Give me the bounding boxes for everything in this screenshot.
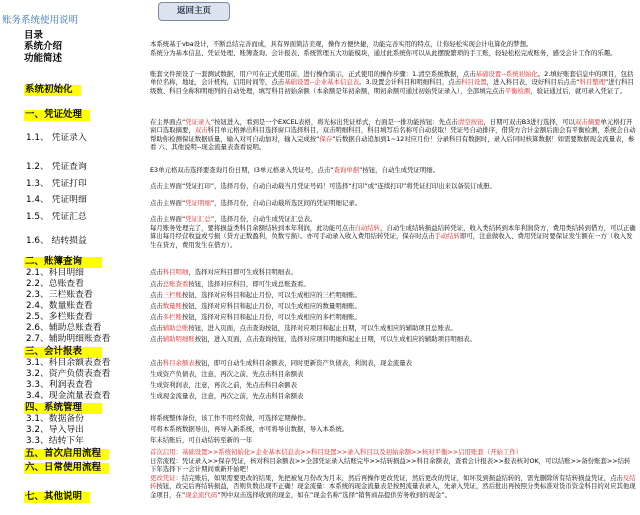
nav-item-year-end[interactable]: 3.3、结转下年 <box>26 436 84 446</box>
function-text: 系统分为基本信息、凭证处理、账簿查询、会计报表、系统管理五大功能模块，通过此系统你可以从此摆脱繁琐的手工账，轻轻松松完成账务，感受会计工作的乐趣。 <box>150 49 617 57</box>
voucher-query-text: E3单元格双击选择要查询月份日期，I3单元格录入凭证号，点击“查询单据”按钮，自动生成凭证明细。 <box>150 166 440 174</box>
voucher-entry-text: 在主界面点“凭证录入”按钮进入，看到是一个EXCEL表格，将光标出凭证样式，右面是一排功能按钮：先点击清空按钮，日期可双击B3进行选择，可以双击摘要单元格打开窗口选取摘要，双击科目单元格弹出科目选择窗口选择科目，双击明细科目，科目填写后名称可自动获取！凭证号自动排序，借贷方合计金额后面会有平衡检测，系统会自动帮助你检测保证数据质量，输入对可自动加对，输入完成按“保存”后数据自动追加到1~12对应月份！分录科目有数据时，录入后同时核算数据！如需要数据现金流量表，参看 六、其他说明--现金流量表查看说明。 <box>150 118 636 152</box>
init-link-company-info[interactable]: 基础设置--企业基本信息表 <box>284 78 360 87</box>
ledger-three-col-text: 点击三栏账按钮，选择对应科目和起止月份，可以生成相应的三栏明细账。 <box>150 291 361 299</box>
intro-text: 本系统基于vba设计，不断总结完善而成，具有界面简洁美观，操作方便快捷，功能完善实用的特点，让你轻松实现会计电算化的梦想。 <box>150 40 533 48</box>
init-text: 账套文件预设了一套测试数据，用户可在正式使用前，进行操作演示，正式使用的操作步骤：1.清空系统数据，点击基础设置--系统初始化。2.填好账套信息中的项目，包括单位名称，地址，会计机构，启用时间等，点击基础设置--企业基本信息表。3.设置会计科目和明细科目，点击科目设置，进入科目表，设好科目后点击“科目整理”进行科目级数、科目全称和明细列的自动处理，填写科目初始余额（本余额是年初余额，期初余额可通过初始凭证录入），全部填完点击平衡检测，验证通过后，就可录入凭证了。 <box>150 70 634 95</box>
init-link-subject-setup[interactable]: 科目设置 <box>461 78 487 87</box>
nav-item-voucher-entry[interactable]: 1.1、 凭证录入 <box>26 133 87 143</box>
sidebar-nav <box>22 30 146 515</box>
nav-item-subject-detail[interactable]: 2.1、科目明细 <box>26 268 84 278</box>
init-link-system-init[interactable]: 基础设置--系统初始化 <box>475 70 538 78</box>
nav-system-intro[interactable]: 系统介绍 <box>24 41 63 52</box>
nav-system-init[interactable]: 系统初始化 <box>24 85 81 96</box>
nav-item-voucher-detail[interactable]: 1.4、 凭证明细 <box>26 195 87 205</box>
nav-section-first-use[interactable]: 五、首次启用流程 <box>24 449 109 460</box>
nav-item-voucher-print[interactable]: 1.3、 凭证打印 <box>26 179 87 189</box>
nav-item-multi-column[interactable]: 2.5、多栏账查看 <box>26 312 93 322</box>
nav-item-aux-detail[interactable]: 2.7、辅助明细账查看 <box>26 334 111 344</box>
nav-section-system-mgmt[interactable]: 四、系统管理 <box>24 403 102 414</box>
app-title: 账务系统使用说明 <box>2 15 79 26</box>
report-balance-text: 点击科目余额表按钮，即可自动生成科目余额表，同时更新资产负债表，利润表，现金流量表 <box>150 359 413 367</box>
mgmt-backup-text: 将系统整体备份，该工作不用经常做，可选择定期操作。 <box>150 414 310 422</box>
report-income-text: 生成资利润表，注意，再次之前，先点击科目余额表 <box>150 381 297 389</box>
nav-item-aux-general[interactable]: 2.6、辅助总账查看 <box>26 323 102 333</box>
nav-item-cash-flow[interactable]: 3.4、现金流量表查看 <box>26 391 111 401</box>
nav-item-income-statement[interactable]: 3.3、利润表查看 <box>26 380 93 390</box>
mgmt-import-text: 可将本系统数据导出，再导入新系统，亦可将导出数据，导入本系统。 <box>150 425 349 433</box>
profit-transfer-text: 每月账务处理完了，要将损益类科目余额结转到本年利润，此功能可点击自动结转，自动生成结转损益结转凭证，收入类结转到本年利润贷方，费用类结转到借方，可以正确算出每月经营收益或亏损（贷方正数盈利，负数亏损）。亦可手动录入收入费用结转凭证，保存时点击手动结转即可，注意做收入、费用凭证时要保证发生额在一方（收入发生在贷方，费用发生在借方）。 <box>150 224 636 249</box>
ledger-subject-text: 点击科目明细，选择对应科目即可生成科目明细表。 <box>150 268 297 276</box>
ledger-multi-col-text: 点击多栏账按钮，选择对应科目和起止月份，可以生成相应的多栏明细账。 <box>150 313 361 321</box>
nav-section-reports[interactable]: 三、会计报表 <box>24 347 102 358</box>
nav-item-three-column[interactable]: 2.3、三栏账查看 <box>26 290 93 300</box>
nav-item-balance-table[interactable]: 3.1、科目余额表查看 <box>26 358 111 368</box>
report-cashflow-text: 生成现金流量表，注意，再次之前，先点击科目余额表 <box>150 392 304 400</box>
nav-item-import-export[interactable]: 3.2、导入导出 <box>26 425 84 435</box>
nav-item-voucher-summary[interactable]: 1.5、 凭证汇总 <box>26 212 87 222</box>
nav-item-voucher-query[interactable]: 1.2、 凭证查询 <box>26 162 87 172</box>
nav-item-general-ledger[interactable]: 2.2、总账查看 <box>26 279 84 289</box>
title-bar <box>0 0 640 30</box>
voucher-print-text: 点击主界面“凭证打印”，选择月份，自动自动载当月凭证号码！可选择“打印”或“连续打印”将凭证打印出来以备装订成册。 <box>150 182 496 190</box>
ledger-general-text: 点击总账查看按钮，选择对应科目，即可生成总账查看。 <box>150 280 310 288</box>
nav-section-other-notes[interactable]: 七、其他说明 <box>24 492 90 503</box>
nav-directory[interactable]: 目录 <box>24 30 44 41</box>
nav-function-overview[interactable]: 功能简述 <box>24 53 63 64</box>
voucher-detail-text: 点击主界面“凭证明细”，选择月份，自动自动载所选区间的凭证明细记录。 <box>150 199 362 207</box>
nav-section-daily-use[interactable]: 六、日常使用流程 <box>24 463 109 474</box>
voucher-summary-text: 点击主界面“凭证汇总”，选择月份，自动生成凭证汇总表。 <box>150 215 317 223</box>
nav-item-data-backup[interactable]: 3.1、数据备份 <box>26 414 84 424</box>
first-use-flow-text: 首次启用：基础设置>>系统初始化>企业基本信息表>>科目设置>>录入科目以及初始余额>>核对平衡>>启用账套（开始工作） <box>150 448 523 456</box>
nav-item-balance-sheet[interactable]: 3.2、资产负债表查看 <box>26 369 111 379</box>
back-home-button[interactable]: 返回主页 <box>158 2 230 21</box>
ledger-aux-general-text: 点击辅助总账按钮，进入页面，点击查询按钮，选择对应项目和起止日期，可以生成相应的辅助项目总账表。 <box>150 324 457 332</box>
nav-item-profit-transfer[interactable]: 1.6、 结转损益 <box>26 236 87 246</box>
report-balance-sheet-text: 生成资产负债表，注意，再次之前，先点击科目余额表 <box>150 370 304 378</box>
daily-flow-text: 日常流程：凭证录入>>保存凭证，核对科目余额表>>全部凭证录入结账完毕>>结转损益>>科目余额表，查看会计报表>>报表核对OK，可以结账>>备份账套>>结转下年选择下一会计期间重新开始吧！ <box>150 457 631 474</box>
init-link-subject-organize[interactable]: 科目整理 <box>579 78 605 87</box>
mgmt-year-end-text: 年末结账后，可自动结转至新的一年 <box>150 436 253 444</box>
nav-item-quantity-ledger[interactable]: 2.4、数量账查看 <box>26 301 93 311</box>
other-notes-text: 更改凭证：结完账后，如果需要更改的结果，先把被复月份改为月末，然后再操作更改凭证，然后更改的凭证，如坏及到损益结转的，需先删除所有结转损益凭证，点击反结转按钮，改完后再结转损益，否则负数出现不正确！现金流量：本系统的现金流量表是按照流量表录入，先录入凭证，然后批出再按照分类标准对货币资金科目的对应其他现金项目，在“现金流代码”列中双击选择收到的现金，如在“现金名称”选择“销售商品提供劳务收到的现金”。 <box>150 474 636 499</box>
ledger-quantity-text: 点击数量账按钮，选择对应科目和起止月份，可以生成相应的数量明细账。 <box>150 302 361 310</box>
nav-section-voucher[interactable]: 一、凭证处理 <box>24 110 90 121</box>
init-link-balance-check[interactable]: 平衡检测 <box>504 86 531 95</box>
ledger-aux-detail-text: 点击辅助明细账按钮，进入页面，点击查询按钮，选择对应项目明细和起止日期，可以生成相应的辅助项目明细表。 <box>150 335 476 343</box>
nav-section-ledger[interactable]: 二、账簿查询 <box>24 257 102 268</box>
